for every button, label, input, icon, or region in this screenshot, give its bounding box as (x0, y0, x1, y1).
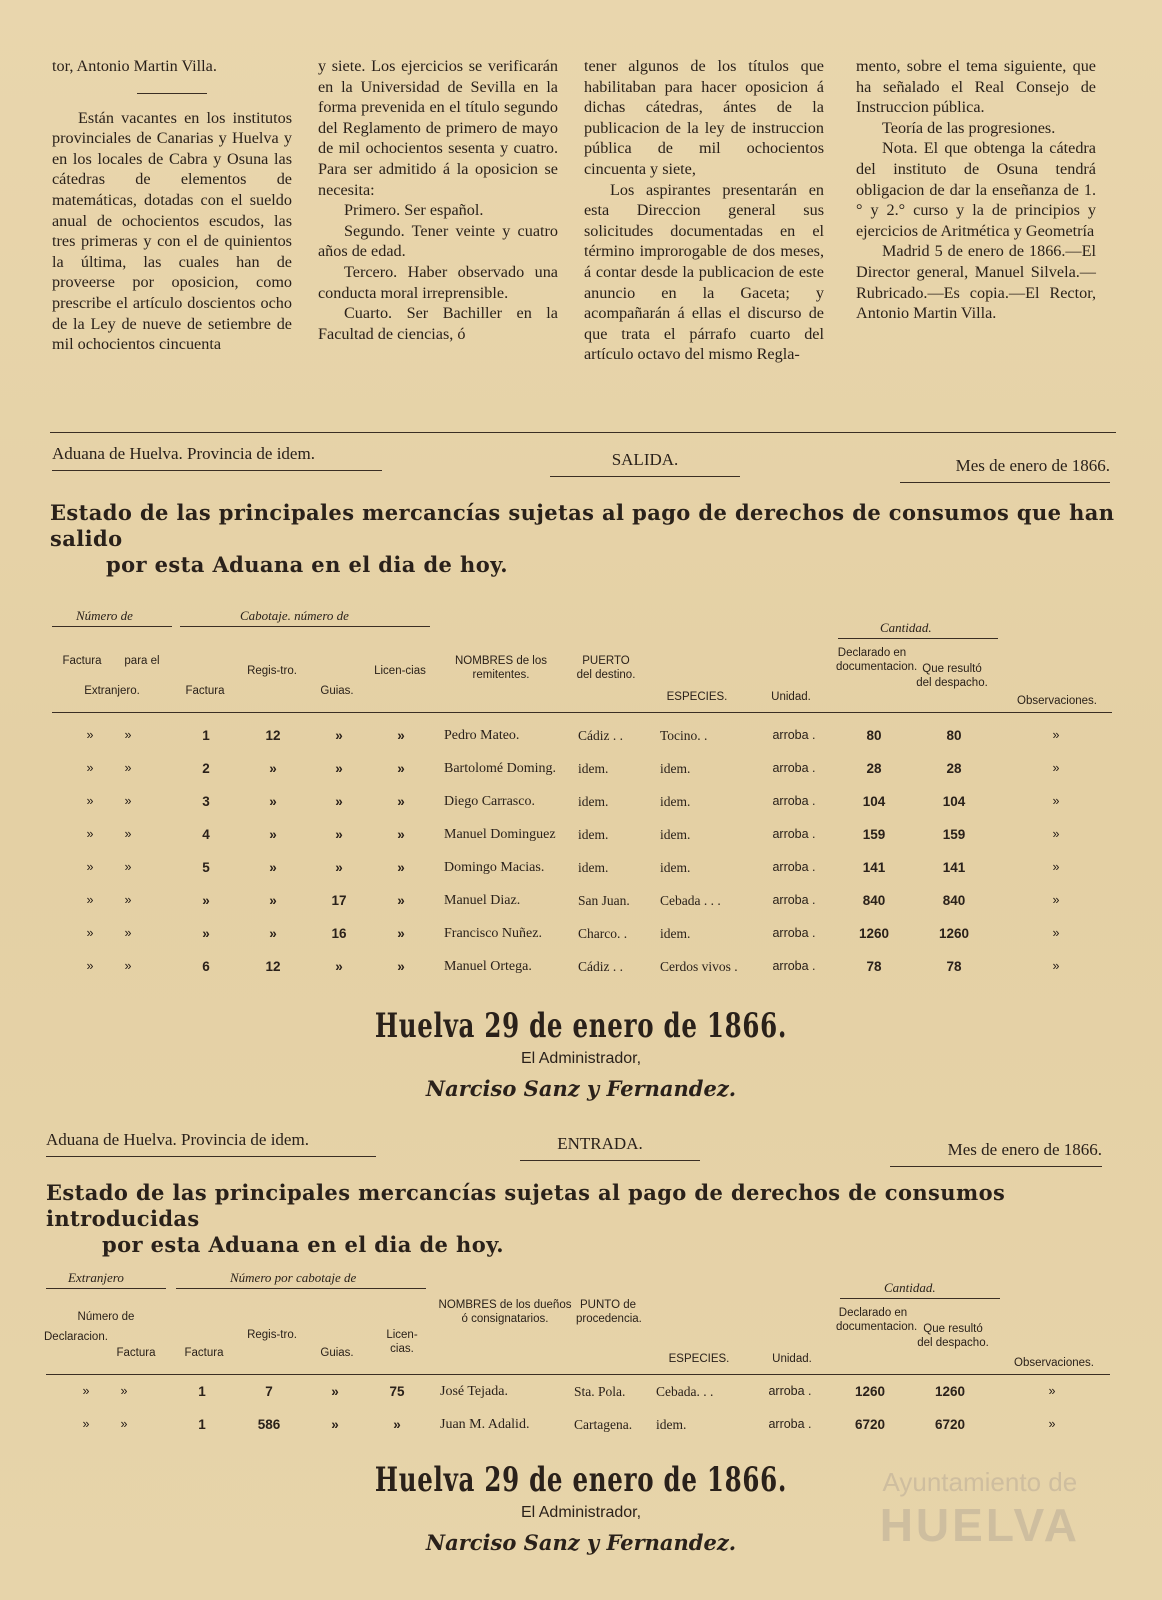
salida-cell-name: Francisco Nuñez. (444, 926, 542, 941)
column-4-p3: Nota. El que obtenga la cátedra del instituto de Osuna tendrá obligacion de dar la enseñanza de 1.° y 2.° curso y la de principios y ejercicios de Aritmética y Geometría (856, 139, 1096, 240)
salida-sign-name: Narciso Sanz y Fernandez. (425, 1076, 737, 1101)
entrada-left-underline (46, 1156, 376, 1157)
salida-title-line1: Estado de las principales mercancías sujetas al pago de derechos de consumos que han salido (50, 500, 1115, 551)
salida-h-unidad: Unidad. (771, 691, 811, 703)
salida-cell-esp: Tocino. . (660, 728, 708, 743)
entrada-h-especies: ESPECIES. (668, 1353, 730, 1365)
entrada-title-line1: Estado de las principales mercancías sujetas al pago de derechos de consumos introducidas (46, 1180, 1006, 1231)
entrada-cell-c2: » (120, 1384, 128, 1398)
entrada-cell-port: Sta. Pola. (574, 1384, 626, 1399)
salida-cell-c2: » (124, 959, 132, 973)
salida-center-header: SALIDA. (611, 450, 679, 469)
salida-cell-lic: » (397, 728, 405, 743)
salida-cell-c2: » (124, 860, 132, 874)
salida-cell-name: Pedro Mateo. (444, 728, 520, 743)
entrada-group-cabotaje: Número por cabotaje de (230, 1270, 357, 1285)
entrada-h-nombres: NOMBRES de los dueños ó consignatarios. (438, 1299, 572, 1325)
entrada-cell-reg: 586 (257, 1417, 281, 1432)
salida-cell-lic: » (397, 860, 405, 875)
salida-sign-date: Huelva 29 de enero de 1866. (374, 1006, 788, 1046)
salida-cell-res: 104 (942, 794, 966, 809)
salida-cell-gui: 17 (331, 893, 347, 908)
group-underline (176, 1288, 426, 1289)
entrada-h-factura2: Factura (184, 1347, 224, 1359)
entrada-cell-name: José Tejada. (440, 1384, 508, 1399)
salida-cell-dec: 104 (862, 794, 886, 809)
salida-cell-dec: 840 (862, 893, 886, 908)
salida-cell-c2: » (124, 761, 132, 775)
archive-watermark (880, 1467, 1080, 1552)
salida-right-underline (900, 482, 1110, 483)
salida-h-guias: Guias. (320, 685, 354, 697)
column-4 (856, 56, 1096, 324)
salida-cell-fac: 1 (202, 728, 210, 743)
salida-h-nombres: NOMBRES de los remitentes. (454, 655, 548, 681)
entrada-cell-c1: » (82, 1384, 90, 1398)
salida-cell-uni: arroba . (772, 794, 816, 808)
column-1-body: Están vacantes en los institutos provinciales de Canarias y Huelva y en los locales de Cabra y Osuna las cátedras de elementos de matemáticas, dotadas con el sueldo anual de ochocientos escudos, las tres primeras y con el de quinientos la última, las cuales han de proveerse por oposicion, como prescribe el artículo doscientos ocho de la Ley de nueve de setiembre de mil ochocientos cincuenta (52, 108, 292, 354)
salida-cell-name: Manuel Ortega. (444, 959, 532, 974)
column-2-p3: Segundo. Tener veinte y cuatro años de edad. (318, 221, 558, 261)
salida-h-factura: Factura (62, 655, 102, 667)
column-4-p1: mento, sobre el tema siguiente, que ha señalado el Real Consejo de Instruccion pública. (856, 57, 1096, 117)
salida-center-underline (550, 476, 740, 477)
column-2-p1: y siete. Los ejercicios se verificarán en la Universidad de Sevilla en la forma prevenida en el título segundo del Reglamento de primero de mayo de mil ochocientos sesenta y cuatro. Para ser admitido á la oposicion se necesita: (318, 57, 558, 199)
entrada-cell-obs: » (1048, 1417, 1056, 1431)
salida-cell-esp: idem. (660, 926, 691, 941)
entrada-cell-lic: 75 (389, 1384, 405, 1399)
salida-h-extranjero: Extranjero. (84, 685, 140, 697)
salida-cell-uni: arroba . (772, 761, 816, 775)
salida-cell-name: Diego Carrasco. (444, 794, 535, 809)
entrada-cell-gui: » (331, 1417, 339, 1432)
salida-h-observaciones: Observaciones. (1017, 695, 1097, 707)
salida-cell-gui: » (335, 860, 343, 875)
entrada-h-licencias: Licen-cias. (386, 1329, 418, 1355)
salida-cell-res: 80 (946, 728, 962, 743)
salida-cell-gui: » (335, 761, 343, 776)
salida-cell-res: 159 (942, 827, 966, 842)
salida-cell-lic: » (397, 893, 405, 908)
salida-h-registro: Regis-tro. (247, 665, 297, 677)
salida-cell-uni: arroba . (772, 926, 816, 940)
entrada-cell-res: 1260 (934, 1384, 966, 1399)
column-1 (52, 56, 292, 355)
entrada-center-underline (520, 1160, 700, 1161)
salida-cell-obs: » (1052, 893, 1060, 907)
salida-cell-lic: » (397, 827, 405, 842)
salida-cell-port: idem. (578, 794, 609, 809)
salida-group-cantidad: Cantidad. (880, 620, 932, 635)
salida-title (50, 500, 1116, 578)
entrada-cell-esp: idem. (656, 1417, 687, 1432)
salida-cell-lic: » (397, 959, 405, 974)
salida-h-declarado: Declarado en documentacion. (836, 647, 918, 673)
salida-h-para-el: para el (124, 655, 160, 667)
salida-cell-c1: » (86, 860, 94, 874)
salida-cell-lic: » (397, 926, 405, 941)
column-2-p5: Cuarto. Ser Bachiller en la Facultad de ciencias, ó (318, 304, 558, 343)
salida-cell-name: Manuel Diaz. (444, 893, 521, 908)
salida-header-rule (52, 712, 1112, 713)
entrada-h-registro: Regis-tro. (247, 1329, 297, 1341)
entrada-cell-port: Cartagena. (574, 1417, 633, 1432)
salida-cell-c1: » (86, 761, 94, 775)
salida-cell-c2: » (124, 893, 132, 907)
salida-cell-fac: » (202, 926, 210, 941)
salida-cell-reg: » (269, 893, 277, 908)
salida-cell-res: 1260 (938, 926, 970, 941)
salida-cell-uni: arroba . (772, 959, 816, 973)
salida-cell-uni: arroba . (772, 860, 816, 874)
group-underline (52, 626, 172, 627)
column-4-p4: Madrid 5 de enero de 1866.—El Director general, Manuel Silvela.—Rubricado.—Es copia.—El Rector, Antonio Martin Villa. (856, 242, 1096, 323)
salida-cell-port: idem. (578, 860, 609, 875)
entrada-h-guias: Guias. (320, 1347, 354, 1359)
group-underline (840, 1298, 1000, 1299)
salida-left-header: Aduana de Huelva. Provincia de idem. (52, 444, 315, 463)
salida-cell-dec: 159 (862, 827, 886, 842)
salida-cell-reg: 12 (265, 959, 281, 974)
salida-cell-c1: » (86, 959, 94, 973)
salida-cell-c1: » (86, 827, 94, 841)
salida-cell-reg: » (269, 827, 277, 842)
column-2-p2: Primero. Ser español. (344, 201, 484, 220)
salida-cell-reg: » (269, 761, 277, 776)
salida-cell-port: Cádiz . . (578, 959, 623, 974)
column-3-p1: tener algunos de los títulos que habilitaban para hacer oposicion á dichas cátedras, ántes de la publicacion de la ley de instruccion pública de mil ochocientos cincuenta y siete, (584, 57, 824, 178)
salida-title-line2: por esta Aduana en el dia de hoy. (106, 552, 509, 577)
salida-cell-c1: » (86, 794, 94, 808)
entrada-sign-name: Narciso Sanz y Fernandez. (425, 1530, 737, 1555)
salida-cell-obs: » (1052, 860, 1060, 874)
salida-cell-obs: » (1052, 728, 1060, 742)
salida-cell-uni: arroba . (772, 728, 816, 742)
entrada-cell-reg: 7 (265, 1384, 273, 1399)
salida-cell-obs: » (1052, 761, 1060, 775)
salida-cell-port: Charco. . (578, 926, 628, 941)
entrada-cell-name: Juan M. Adalid. (440, 1417, 530, 1432)
entrada-cell-res: 6720 (934, 1417, 966, 1432)
salida-cell-name: Manuel Dominguez (444, 827, 556, 842)
entrada-h-declaracion: Declaracion. (44, 1331, 108, 1343)
entrada-cell-uni: arroba . (768, 1384, 812, 1398)
salida-cell-dec: 78 (866, 959, 882, 974)
salida-cell-uni: arroba . (772, 893, 816, 907)
salida-cell-esp: idem. (660, 860, 691, 875)
column-1-top-line: tor, Antonio Martin Villa. (52, 57, 217, 75)
entrada-group-extranjero: Extranjero (68, 1270, 124, 1285)
salida-cell-esp: Cerdos vivos . (660, 959, 738, 974)
salida-h-licencias: Licen-cias (374, 665, 426, 677)
salida-cell-port: idem. (578, 827, 609, 842)
column-4-p2: Teoría de las progresiones. (882, 118, 1056, 137)
salida-cell-dec: 80 (866, 728, 882, 743)
salida-cell-gui: » (335, 728, 343, 743)
entrada-cell-fac: 1 (198, 1384, 206, 1399)
salida-cell-res: 78 (946, 959, 962, 974)
salida-group-cabotaje: Cabotaje. número de (240, 608, 349, 623)
salida-cell-res: 28 (946, 761, 962, 776)
entrada-cell-dec: 6720 (854, 1417, 886, 1432)
column-3-p2: Los aspirantes presentarán en esta Direccion general sus solicitudes documentadas en el término improrogable de dos meses, á contar desde la publicacion de este anuncio en la Gaceta; y acompañarán á ellas el discurso de que trata el párrafo cuarto del artículo octavo del mismo Regla- (584, 180, 824, 364)
salida-cell-c1: » (86, 926, 94, 940)
entrada-h-numero: Número de (77, 1311, 135, 1323)
entrada-sign-role: El Administrador, (520, 1504, 642, 1521)
salida-h-especies: ESPECIES. (666, 691, 728, 703)
salida-cell-obs: » (1052, 794, 1060, 808)
section-divider (50, 432, 1116, 433)
salida-cell-lic: » (397, 794, 405, 809)
salida-h-factura2: Factura (185, 685, 225, 697)
entrada-h-declarado: Declarado en documentacion. (836, 1307, 918, 1333)
entrada-cell-obs: » (1048, 1384, 1056, 1398)
salida-cell-c2: » (124, 827, 132, 841)
salida-cell-c2: » (124, 794, 132, 808)
watermark-line2: HUELVA (879, 1499, 1080, 1551)
salida-cell-fac: 5 (202, 860, 210, 875)
salida-cell-res: 141 (942, 860, 966, 875)
entrada-cell-c2: » (120, 1417, 128, 1431)
salida-cell-esp: idem. (660, 827, 691, 842)
salida-cell-fac: » (202, 893, 210, 908)
salida-cell-fac: 2 (202, 761, 210, 776)
salida-left-underline (52, 470, 382, 471)
salida-cell-reg: 12 (265, 728, 281, 743)
salida-cell-dec: 28 (866, 761, 882, 776)
salida-cell-fac: 6 (202, 959, 210, 974)
entrada-cell-uni: arroba . (768, 1417, 812, 1431)
entrada-center-header: ENTRADA. (557, 1134, 643, 1153)
watermark-line1: Ayuntamiento de (882, 1467, 1078, 1497)
entrada-h-unidad: Unidad. (772, 1353, 812, 1365)
entrada-h-punto: PUNTO de procedencia. (576, 1299, 642, 1325)
salida-cell-c2: » (124, 926, 132, 940)
entrada-h-observaciones: Observaciones. (1014, 1357, 1094, 1369)
entrada-group-cantidad: Cantidad. (884, 1280, 936, 1295)
salida-cell-esp: idem. (660, 761, 691, 776)
salida-cell-dec: 1260 (858, 926, 890, 941)
salida-cell-obs: » (1052, 926, 1060, 940)
salida-cell-gui: » (335, 794, 343, 809)
salida-cell-lic: » (397, 761, 405, 776)
salida-cell-reg: » (269, 926, 277, 941)
column-divider (137, 93, 207, 94)
salida-cell-gui: » (335, 827, 343, 842)
salida-cell-reg: » (269, 794, 277, 809)
entrada-h-factura: Factura (116, 1347, 156, 1359)
salida-cell-c1: » (86, 893, 94, 907)
salida-cell-port: San Juan. (578, 893, 630, 908)
salida-cell-obs: » (1052, 959, 1060, 973)
entrada-cell-fac: 1 (198, 1417, 206, 1432)
salida-cell-esp: Cebada . . . (660, 893, 721, 908)
salida-cell-obs: » (1052, 827, 1060, 841)
entrada-header-rule (46, 1374, 1110, 1375)
salida-cell-fac: 3 (202, 794, 210, 809)
salida-right-header: Mes de enero de 1866. (955, 456, 1110, 475)
entrada-left-header: Aduana de Huelva. Provincia de idem. (46, 1130, 309, 1149)
entrada-right-underline (890, 1166, 1102, 1167)
salida-cell-name: Bartolomé Doming. (444, 761, 556, 776)
salida-h-puerto: PUERTO del destino. (576, 655, 636, 681)
column-2-p4: Tercero. Haber observado una conducta moral irreprensible. (318, 262, 558, 302)
salida-cell-c1: » (86, 728, 94, 742)
entrada-cell-lic: » (393, 1417, 401, 1432)
salida-h-resulto: Que resultó del despacho. (916, 663, 988, 689)
salida-cell-dec: 141 (862, 860, 886, 875)
salida-cell-c2: » (124, 728, 132, 742)
salida-cell-fac: 4 (202, 827, 210, 842)
group-underline (46, 1288, 166, 1289)
entrada-cell-c1: » (82, 1417, 90, 1431)
entrada-h-resulto: Que resultó del despacho. (917, 1323, 989, 1349)
entrada-title (46, 1180, 1112, 1258)
salida-cell-port: idem. (578, 761, 609, 776)
column-2 (318, 56, 558, 344)
salida-cell-res: 840 (942, 893, 966, 908)
group-underline (180, 626, 430, 627)
entrada-title-line2: por esta Aduana en el dia de hoy. (102, 1232, 505, 1257)
entrada-cell-esp: Cebada. . . (656, 1384, 714, 1399)
salida-cell-esp: idem. (660, 794, 691, 809)
salida-sign-role: El Administrador, (520, 1050, 642, 1067)
salida-cell-reg: » (269, 860, 277, 875)
salida-cell-uni: arroba . (772, 827, 816, 841)
column-3 (584, 56, 824, 365)
entrada-cell-gui: » (331, 1384, 339, 1399)
salida-cell-name: Domingo Macias. (444, 860, 545, 875)
salida-group-numero: Número de (76, 608, 133, 623)
entrada-sign-date: Huelva 29 de enero de 1866. (374, 1460, 788, 1500)
entrada-right-header: Mes de enero de 1866. (947, 1140, 1102, 1159)
entrada-cell-dec: 1260 (854, 1384, 886, 1399)
salida-cell-gui: » (335, 959, 343, 974)
group-underline (838, 638, 998, 639)
salida-cell-gui: 16 (331, 926, 347, 941)
salida-cell-port: Cádiz . . (578, 728, 623, 743)
